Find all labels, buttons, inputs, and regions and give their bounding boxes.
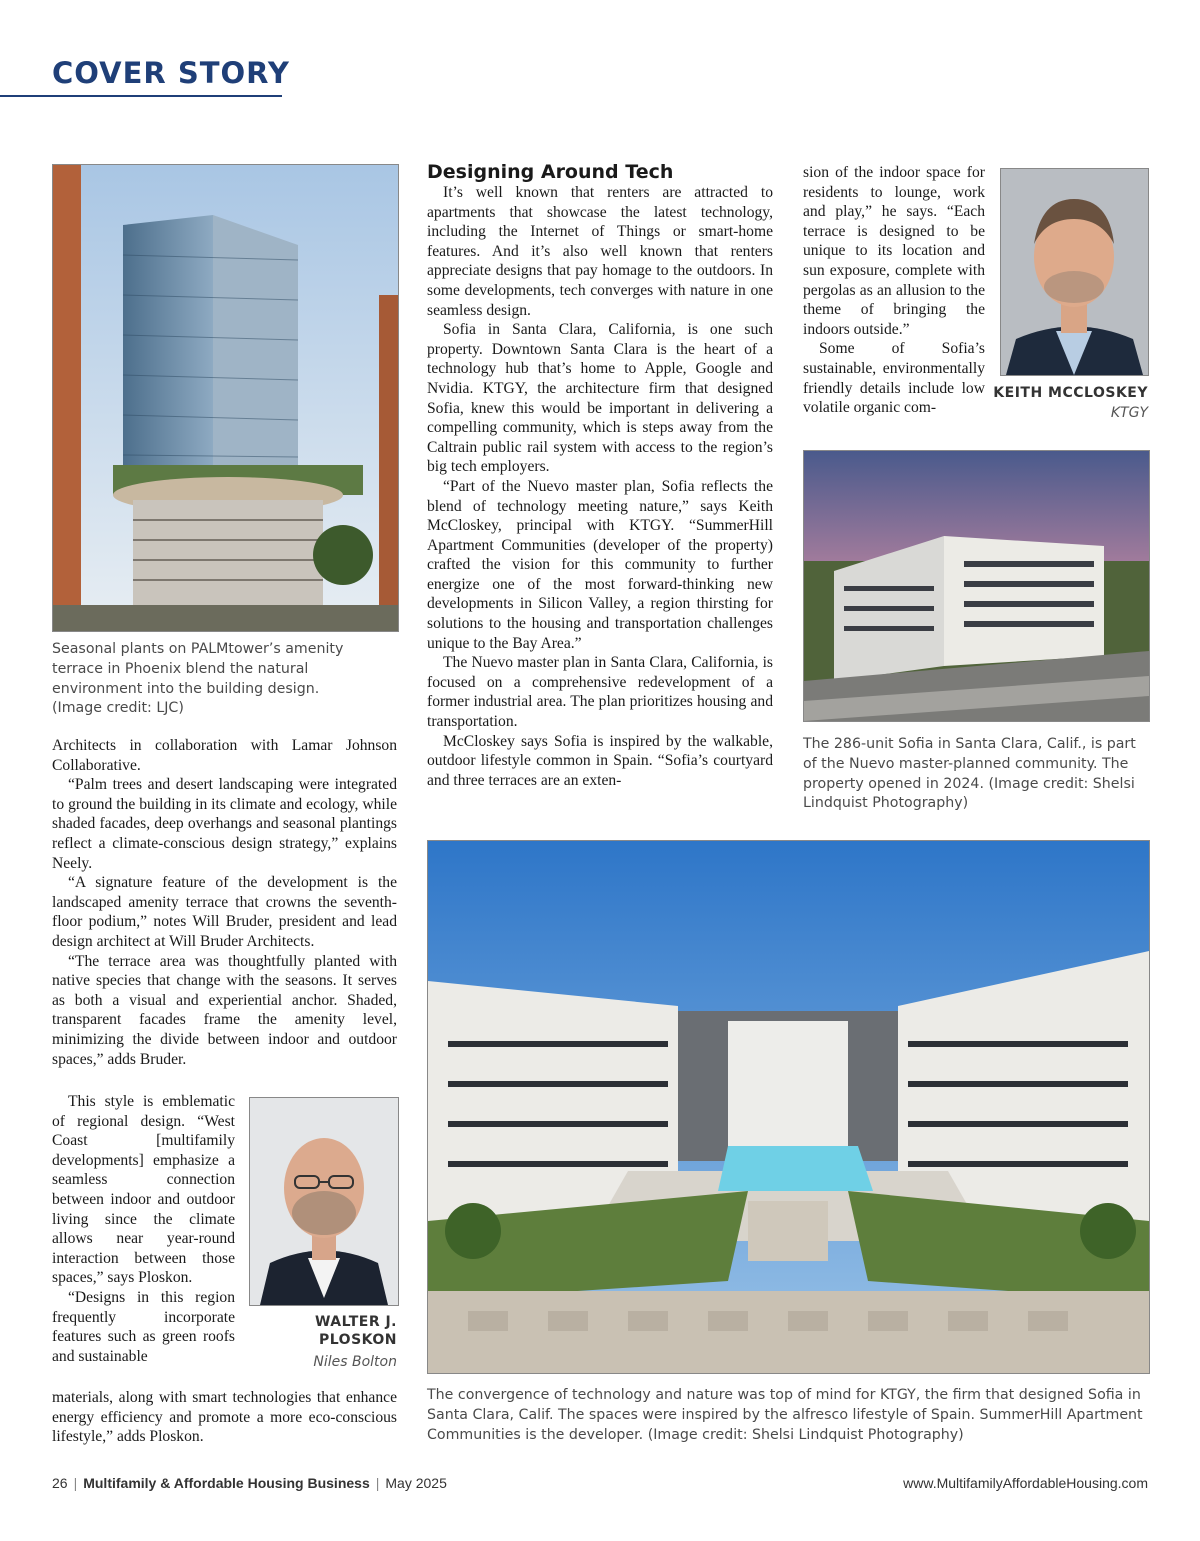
sofia-exterior-photo: [803, 450, 1150, 722]
mccloskey-name: KEITH MCCLOSKEY: [993, 385, 1148, 401]
middle-column-text: [427, 183, 773, 790]
middle-paragraph: The Nuevo master plan in Santa Clara, California, is focused on a comprehensive redevelopment of a former industrial area. The plan prioritizes housing and transportation.: [427, 654, 773, 731]
courtyard-photo-caption: The convergence of technology and nature was top of mind for KTGY, the firm that designed Sofia in Santa Clara, Calif. The spaces were inspired by the alfresco lifestyle of Spain. SummerHill Apartment Communities is the developer. (Image credit: Shelsi Lindquist Photography): [427, 1387, 1143, 1443]
issue-date: May 2025: [385, 1475, 447, 1491]
ploskon-headshot: [249, 1097, 399, 1306]
middle-paragraph: “Part of the Nuevo master plan, Sofia reflects the blend of technology meeting nature,” says Keith McCloskey, principal with KTGY. “SummerHill Apartment Communities (developer of the property) crafted the vision for this community to further energize one of the most forward-thinking new developments in Silicon Valley, a region thirsting for solutions to the housing and transportation challenges unique to the Bay Area.”: [427, 477, 773, 652]
page-number: 26: [52, 1475, 68, 1491]
left-paragraph: “Designs in this region frequently incorporate features such as green roofs and sustainable: [52, 1288, 235, 1365]
left-paragraph: “The terrace area was thoughtfully planted with native species that change with the seasons. It serves as both a visual and experiential anchor. Shaded, transparent facades frame the amenity level, minimizing the divide between indoor and outdoor spaces,” adds Bruder.: [52, 952, 397, 1068]
right-paragraph: Some of Sofia’s sustainable, environmentally friendly details include low volatile organic com-: [803, 340, 985, 417]
ploskon-name: WALTER J. PLOSKON: [314, 1314, 397, 1348]
sofia-exterior-caption: The 286-unit Sofia in Santa Clara, Calif., is part of the Nuevo master-planned community. The property opened in 2024. (Image credit: Shelsi Lindquist Photography): [803, 736, 1136, 812]
palmtower-photo: [52, 164, 399, 632]
middle-paragraph: It’s well known that renters are attracted to apartments that showcase the latest technology, including the Internet of Things or smart-home features. And it’s also well known that renters appreciate designs that pay homage to the outdoors. In some developments, tech converges with nature in one seamless design.: [427, 184, 773, 319]
left-closing-text: [52, 1388, 397, 1447]
left-paragraph: “A signature feature of the development is the landscaped amenity terrace that crowns the seventh-floor podium,” notes Will Bruder, president and lead design architect at Will Bruder Architects.: [52, 874, 397, 950]
section-heading: Designing Around Tech: [427, 161, 674, 183]
courtyard-photo: [427, 840, 1150, 1374]
left-narrow-text: [52, 1092, 235, 1366]
section-title: COVER STORY: [52, 56, 290, 90]
left-paragraph: “Palm trees and desert landscaping were integrated to ground the building in its climate and ecology, while shaded facades, deep overhangs and seasonal plantings reflect a climate-conscious design strategy,” explains Neely.: [52, 776, 397, 872]
website-link[interactable]: www.MultifamilyAffordableHousing.com: [903, 1475, 1148, 1491]
ploskon-org: Niles Bolton: [313, 1354, 397, 1370]
mccloskey-headshot: [1000, 168, 1149, 376]
footer-divider: |: [375, 1475, 380, 1491]
right-paragraph: sion of the indoor space for residents to lounge, work and play,” he says. “Each terrace is designed to be unique to its location and sun exposure, complete with pergolas as an allusion to the theme of bringing the indoors outside.”: [803, 164, 985, 338]
footer-divider: |: [73, 1475, 78, 1491]
mccloskey-org: KTGY: [1110, 405, 1148, 421]
middle-paragraph: Sofia in Santa Clara, California, is one such property. Downtown Santa Clara is the heart of a technology hub that’s home to Apple, Google and Nvidia. KTGY, the architecture firm that designed Sofia, knew this would be important in delivering a compelling community, which is steps away from the Caltrain public rail system with access to the region’s big tech employers.: [427, 321, 773, 476]
left-paragraph: materials, along with smart technologies that enhance energy efficiency and promote a more eco-conscious lifestyle,” adds Ploskon.: [52, 1389, 397, 1446]
page-footer-left: [52, 1475, 447, 1491]
left-column-text: [52, 736, 397, 1069]
right-column-text: [803, 163, 985, 418]
left-paragraph: This style is emblematic of regional design. “West Coast [multifamily developments] emphasize a seamless connection between indoor and outdoor living since the climate allows near year-round interaction between those spaces,” says Ploskon.: [52, 1093, 235, 1287]
section-rule: [0, 95, 282, 97]
palmtower-photo-caption: Seasonal plants on PALMtower’s amenity terrace in Phoenix blend the natural environment into the building design. (Image credit: LJC): [52, 641, 344, 717]
middle-paragraph: McCloskey says Sofia is inspired by the walkable, outdoor lifestyle common in Spain. “Sofia’s courtyard and three terraces are an exten-: [427, 732, 773, 789]
publication-name: Multifamily & Affordable Housing Business: [83, 1475, 370, 1491]
left-paragraph: Architects in collaboration with Lamar Johnson Collaborative.: [52, 737, 397, 774]
